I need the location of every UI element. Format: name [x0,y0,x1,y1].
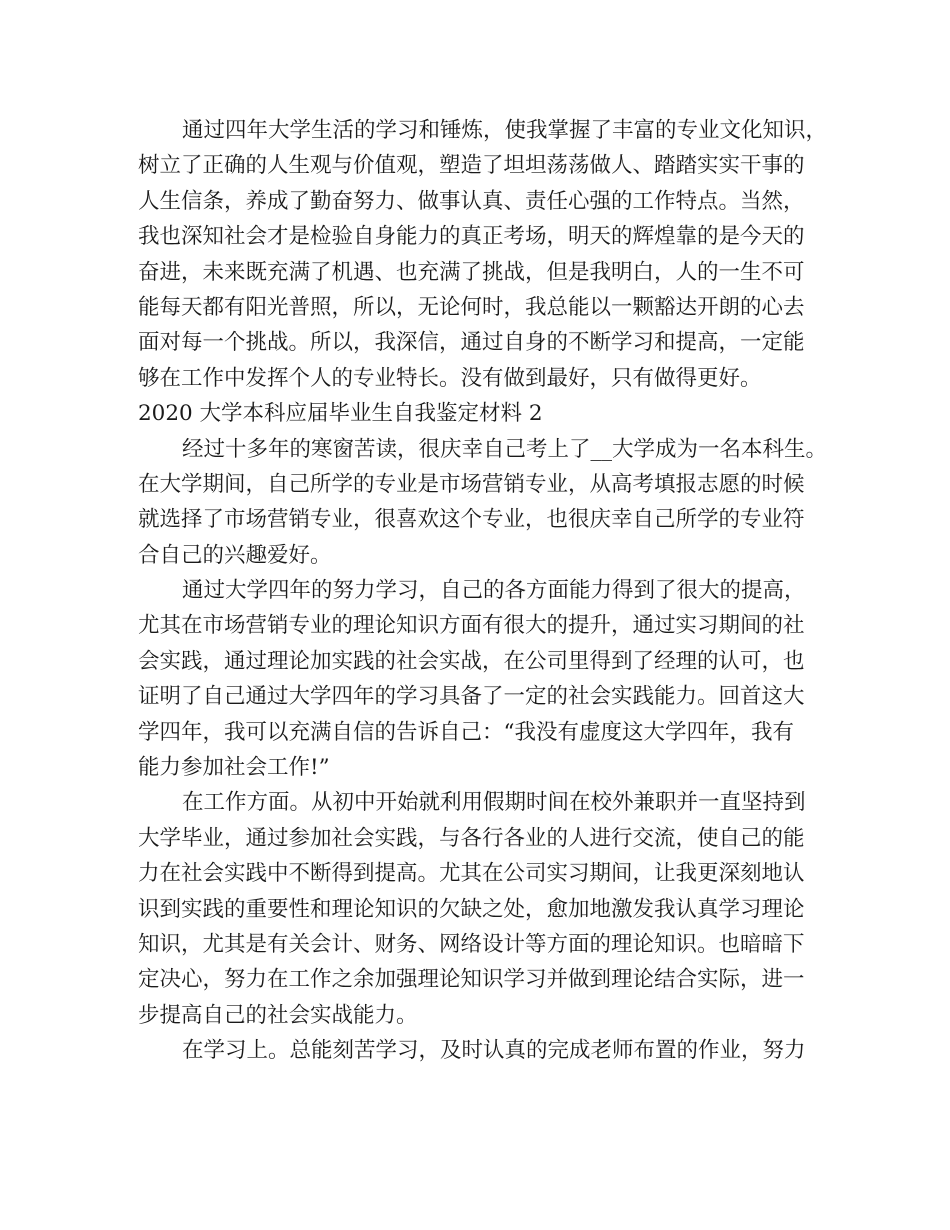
paragraph-first-line: 经过十多年的寒窗苦读，很庆幸自己考上了__大学成为一名本科生。 [182,436,828,462]
text-line: 知识，尤其是有关会计、财务、网络设计等方面的理论知识。也暗暗下 [138,931,805,957]
text-line: 证明了自己通过大学四年的学习具备了一定的社会实践能力。回首这大 [138,684,805,710]
text-line: 2020 大学本科应届毕业生自我鉴定材料 2 [138,401,543,427]
paragraph-first-line: 在工作方面。从初中开始就利用假期时间在校外兼职并一直坚持到 [182,790,806,816]
text-line: 学四年，我可以充满自信的告诉自己：“我没有虚度这大学四年，我有 [138,719,794,745]
text-line: 能每天都有阳光普照，所以，无论何时，我总能以一颗豁达开朗的心去 [138,294,805,320]
paragraph-first-line: 在学习上。总能刻苦学习，及时认真的完成老师布置的作业，努力 [182,1038,806,1064]
paragraph-first-line: 通过大学四年的努力学习，自己的各方面能力得到了很大的提高， [182,578,806,604]
text-line: 我也深知社会才是检验自身能力的真正考场，明天的辉煌靠的是今天的 [138,224,805,250]
text-line: 合自己的兴趣爱好。 [138,542,332,568]
text-line: 定决心，努力在工作之余加强理论知识学习并做到理论结合实际，进一 [138,967,805,993]
text-line: 识到实践的重要性和理论知识的欠缺之处，愈加地激发我认真学习理论 [138,896,805,922]
text-line: 够在工作中发挥个人的专业特长。没有做到最好，只有做得更好。 [138,365,762,391]
text-line: 面对每一个挑战。所以，我深信，通过自身的不断学习和提高，一定能 [138,330,805,356]
text-line: 在大学期间，自己所学的专业是市场营销专业，从高考填报志愿的时候 [138,471,805,497]
paragraph-first-line: 通过四年大学生活的学习和锤炼，使我掌握了丰富的专业文化知识， [182,118,828,143]
document-body [138,113,828,1069]
text-line: 大学毕业，通过参加社会实践，与各行各业的人进行交流，使自己的能 [138,825,805,851]
text-line: 力在社会实践中不断得到提高。尤其在公司实习期间，让我更深刻地认 [138,861,805,887]
text-line: 人生信条，养成了勤奋努力、做事认真、责任心强的工作特点。当然， [138,188,805,214]
text-line: 树立了正确的人生观与价值观，塑造了坦坦荡荡做人、踏踏实实干事的 [138,153,805,179]
text-line: 奋进，未来既充满了机遇、也充满了挑战，但是我明白，人的一生不可 [138,259,805,285]
text-line: 能力参加社会工作!” [138,755,330,781]
text-line: 步提高自己的社会实战能力。 [138,1002,418,1028]
text-line: 就选择了市场营销专业，很喜欢这个专业，也很庆幸自己所学的专业符 [138,507,805,533]
text-line: 会实践，通过理论加实践的社会实战，在公司里得到了经理的认可，也 [138,648,805,674]
text-line: 尤其在市场营销专业的理论知识方面有很大的提升，通过实习期间的社 [138,613,805,639]
